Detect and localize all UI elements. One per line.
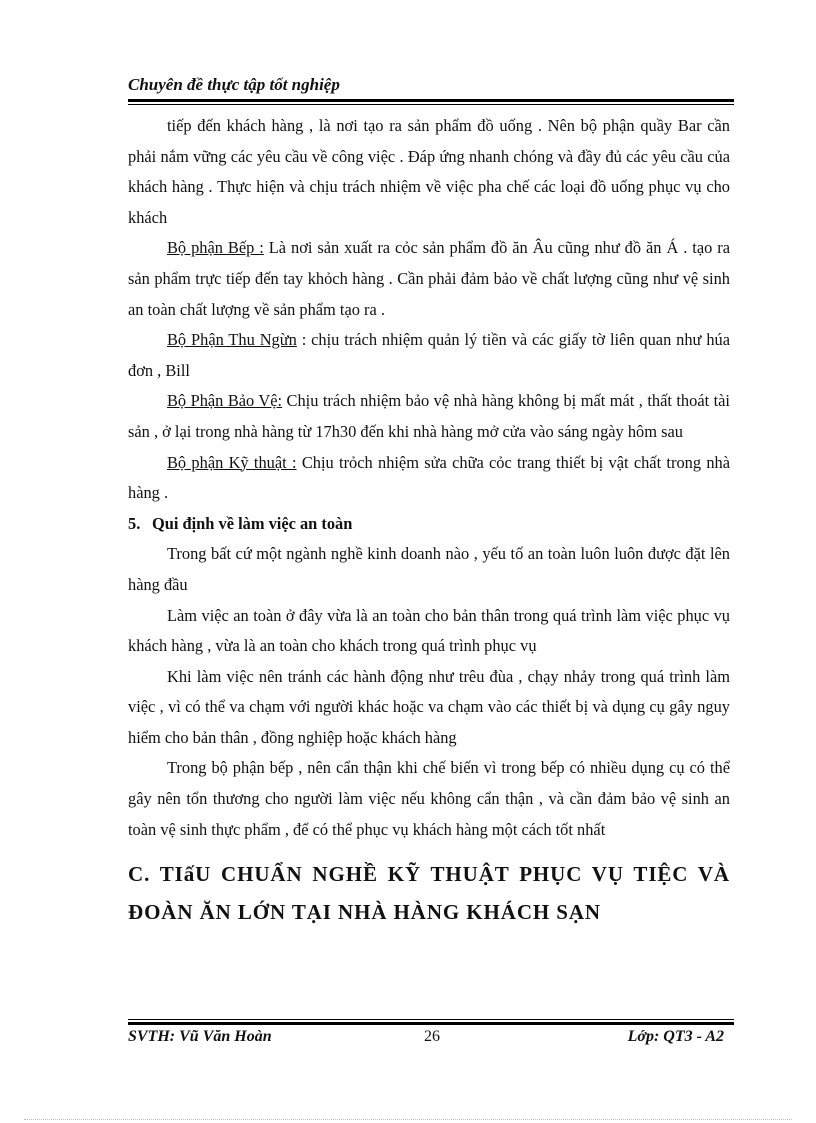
section-5-title bbox=[128, 509, 730, 540]
header-rule-thin bbox=[128, 104, 734, 105]
security-label: Bộ Phận Bảo Vệ: bbox=[167, 391, 283, 411]
paragraph-kitchen-department bbox=[128, 233, 730, 325]
page-header bbox=[128, 74, 734, 96]
technical-text: Chịu trỏch nhiệm sửa chữa cỏc trang thiết bị vật chất trong nhà hàng . bbox=[128, 452, 730, 503]
paragraph-cashier-department bbox=[128, 325, 730, 386]
header-rule-thick bbox=[128, 99, 734, 102]
paragraph-bar-department: tiếp đến khách hàng , là nơi tạo ra sản phẩm đồ uống . Nên bộ phận quầy Bar cần phải nắm vững các yêu cầu về công việc . Đáp ứng nhanh chóng và đầy đủ các yêu cầu của khách hàng . Thực hiện và chịu trách nhiệm về việc pha chế các loại đồ uống phục vụ cho khách bbox=[128, 116, 730, 227]
kitchen-text: Là nơi sản xuất ra cỏc sản phẩm đồ ăn Âu cũng như đồ ăn Á . tạo ra sản phẩm trực tiếp đến tay khỏch hàng . Cần phải đảm bảo về chất lượng cũng như vệ sinh an toàn chất lượng về sản phẩm tạo ra . bbox=[128, 238, 730, 319]
security-text: Chịu trách nhiệm bảo vệ nhà hàng không bị mất mát , thất thoát tài sản , ở lại trong nhà hàng từ 17h30 đến khi nhà hàng mở cửa vào sáng ngày hôm sau bbox=[128, 391, 730, 441]
paragraph-technical-department bbox=[128, 448, 730, 509]
paragraph-safety-4: Trong bộ phận bếp , nên cẩn thận khi chế biến vì trong bếp có nhiều dụng cụ có thể gây nên tổn thương cho người làm việc nếu không cẩn thận , và cần đảm bảo vệ sinh an toàn vệ sinh thực phẩm , để có thể phục vụ khách hàng một cách tốt nhất bbox=[128, 758, 730, 839]
page-bottom-edge bbox=[24, 1119, 792, 1120]
paragraph-security-department bbox=[128, 386, 730, 447]
header-title: Chuyên đề thực tập tốt nghiệp bbox=[128, 75, 340, 94]
paragraph-safety-3: Khi làm việc nên tránh các hành động như trêu đùa , chạy nhảy trong quá trình làm việc , vì có thể va chạm với người khác hoặc va chạm vào các thiết bị và dụng cụ gây nguy hiểm cho bản thân , đồng nghiệp hoặc khách hàng bbox=[128, 666, 730, 747]
section-5-heading: Qui định về làm việc an toàn bbox=[152, 513, 353, 533]
page-number: 26 bbox=[424, 1028, 440, 1045]
kitchen-label: Bộ phận Bếp : bbox=[167, 238, 264, 258]
section-5-number: 5. bbox=[128, 513, 141, 533]
cashier-text: : chịu trách nhiệm quản lý tiền và các giấy tờ liên quan như húa đơn , Bill bbox=[128, 330, 730, 380]
footer-author: SVTH: Vũ Văn Hoàn bbox=[128, 1028, 272, 1045]
paragraph-safety-2: Làm việc an toàn ở đây vừa là an toàn cho bản thân trong quá trình làm việc phục vụ khách hàng , vừa là an toàn cho khách trong quá trình phục vụ bbox=[128, 605, 730, 656]
paragraph-safety-1: Trong bất cứ một ngành nghề kinh doanh nào , yếu tố an toàn luôn luôn được đặt lên hàng đầu bbox=[128, 544, 730, 594]
document-body bbox=[128, 111, 730, 931]
footer-rule-thick bbox=[128, 1022, 734, 1025]
footer-rule-thin bbox=[128, 1019, 734, 1020]
footer-class: Lớp: QT3 - A2 bbox=[627, 1028, 724, 1045]
technical-label: Bộ phận Kỹ thuật : bbox=[167, 452, 297, 472]
cashier-label: Bộ Phận Thu Ngừn bbox=[167, 330, 297, 350]
heading-section-c: C. TIấU CHUẨN NGHỀ KỸ THUẬT PHỤC VỤ TIỆC VÀ ĐOÀN ĂN LỚN TẠI NHÀ HÀNG KHÁCH SẠN bbox=[128, 862, 730, 925]
